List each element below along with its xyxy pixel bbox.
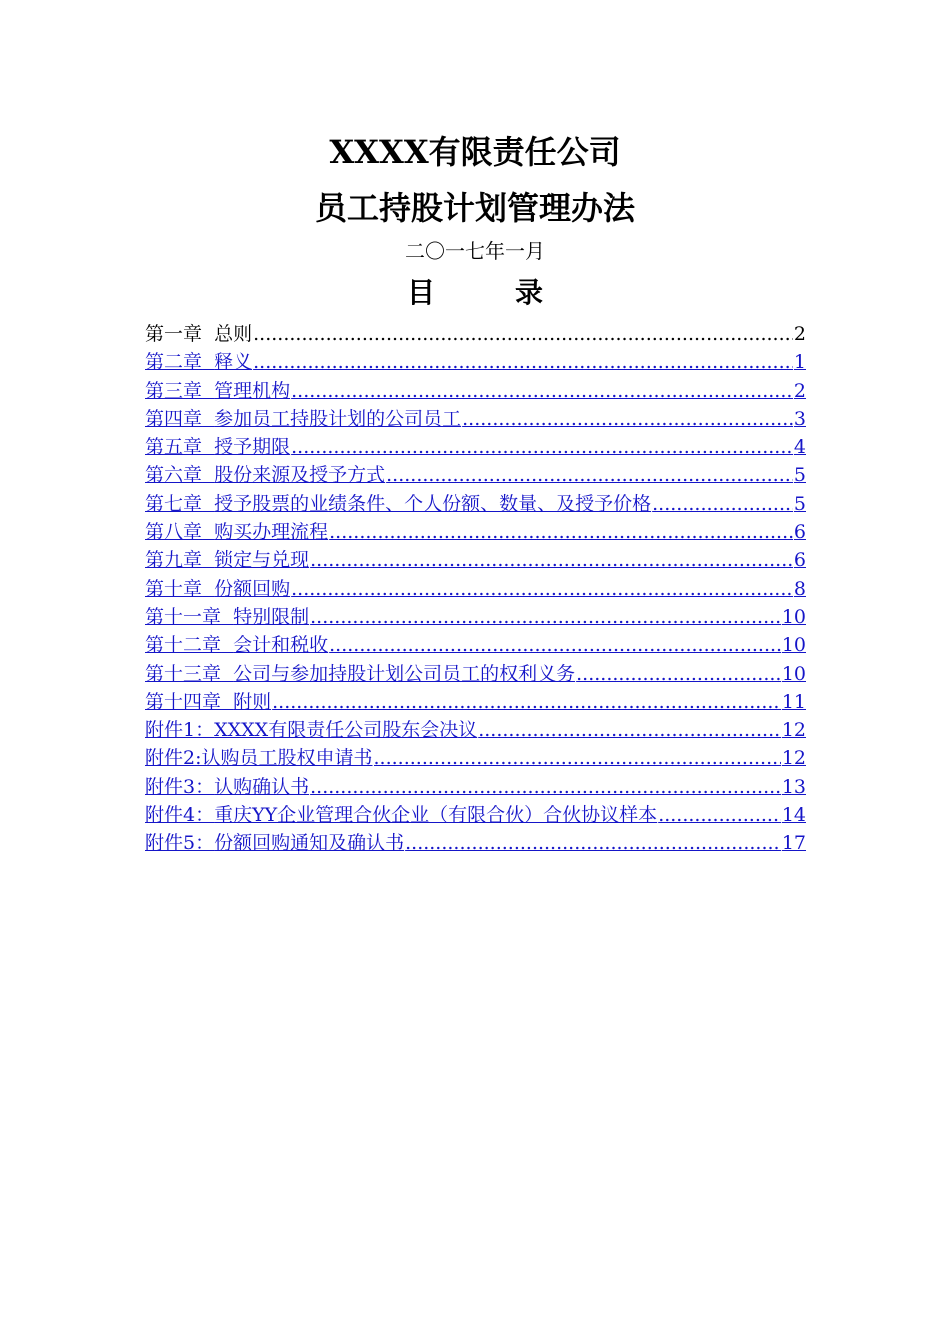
toc-dot-leader — [462, 405, 793, 433]
toc-entry-chapter: 第十章 — [145, 577, 203, 600]
toc-entry-label — [145, 348, 252, 376]
toc-entry-page-number: 2 — [793, 323, 806, 345]
toc-entry-label — [145, 575, 290, 603]
toc-entry-title: 总则 — [214, 323, 253, 345]
toc-dot-leader — [652, 490, 793, 518]
toc-entry-label — [145, 744, 373, 772]
toc-entry-chapter: 第五章 — [145, 436, 203, 459]
toc-entry-page-number: 10 — [781, 634, 806, 657]
toc-entry[interactable] — [145, 377, 806, 405]
toc-entry-title: 认购员工股权申请书 — [201, 747, 373, 770]
toc-dot-leader — [253, 348, 793, 376]
toc-entry-chapter: 第六章 — [145, 464, 203, 487]
toc-entry-title: 重庆YY企业管理合伙企业（有限合伙）合伙协议样本 — [214, 804, 658, 827]
toc-dot-leader — [405, 829, 781, 857]
toc-entry-page-number: 4 — [793, 436, 806, 459]
toc-entry-chapter: 第十三章 — [145, 662, 222, 685]
toc-entry-label — [145, 660, 575, 688]
toc-entry[interactable] — [145, 405, 806, 433]
toc-entry-label — [145, 716, 477, 744]
toc-dot-leader — [310, 546, 793, 574]
toc-entry-page-number: 5 — [793, 464, 806, 487]
toc-entry[interactable] — [145, 829, 806, 857]
toc-entry-title: 股份来源及授予方式 — [214, 464, 386, 487]
toc-dot-leader — [291, 377, 793, 405]
toc-heading-left: 目 — [406, 276, 435, 309]
toc-heading — [0, 275, 950, 311]
toc-dot-leader — [272, 688, 781, 716]
toc-entry-page-number: 17 — [781, 832, 806, 855]
toc-entry-page-number: 11 — [781, 690, 806, 713]
toc-entry-chapter: 第三章 — [145, 379, 203, 402]
toc-entry[interactable] — [145, 433, 806, 461]
toc-entry-chapter: 第七章 — [145, 492, 203, 515]
toc-entry[interactable] — [145, 348, 806, 376]
table-of-contents — [145, 320, 806, 858]
toc-entry-label — [145, 773, 309, 801]
toc-entry-page-number: 14 — [781, 804, 806, 827]
toc-entry-page-number: 3 — [793, 407, 806, 430]
toc-entry[interactable] — [145, 744, 806, 772]
toc-entry-title: 参加员工持股计划的公司员工 — [214, 407, 462, 430]
toc-entry-label — [145, 631, 328, 659]
toc-entry-title: 公司与参加持股计划公司员工的权利义务 — [233, 662, 576, 685]
toc-entry[interactable] — [145, 461, 806, 489]
toc-dot-leader — [291, 433, 793, 461]
toc-entry-page-number: 1 — [793, 351, 806, 374]
toc-entry-title: 授予期限 — [214, 436, 291, 459]
toc-entry-chapter: 附件2: — [145, 747, 202, 770]
document-date: 二〇一七年一月 — [405, 239, 545, 263]
toc-entry-title: 认购确认书 — [214, 775, 310, 798]
toc-dot-leader — [658, 801, 781, 829]
toc-entry[interactable] — [145, 660, 806, 688]
toc-entry-label — [145, 405, 461, 433]
toc-entry-title: 锁定与兑现 — [214, 549, 310, 572]
toc-entry-label — [145, 490, 651, 518]
toc-dot-leader — [253, 320, 793, 348]
toc-entry[interactable] — [145, 631, 806, 659]
toc-entry-title: 特别限制 — [233, 605, 310, 628]
toc-entry-chapter: 第二章 — [145, 351, 203, 374]
toc-entry-page-number: 6 — [793, 521, 806, 544]
toc-entry-page-number: 12 — [781, 747, 806, 770]
toc-entry-chapter: 第十二章 — [145, 634, 222, 657]
toc-entry-title: 授予股票的业绩条件、个人份额、数量、及授予价格 — [214, 492, 652, 515]
toc-entry-label — [145, 546, 309, 574]
toc-dot-leader — [310, 603, 781, 631]
toc-dot-leader — [386, 461, 793, 489]
toc-heading-right: 录 — [515, 276, 544, 309]
toc-entry-title: 会计和税收 — [233, 634, 329, 657]
toc-entry-label — [145, 688, 271, 716]
toc-entry[interactable] — [145, 773, 806, 801]
toc-entry-chapter: 附件5： — [145, 832, 215, 855]
toc-entry[interactable] — [145, 518, 806, 546]
toc-entry-label — [145, 603, 309, 631]
toc-entry-chapter: 附件4： — [145, 804, 215, 827]
toc-entry-label — [145, 518, 328, 546]
toc-entry-title: XXXX有限责任公司股东会决议 — [214, 719, 478, 742]
toc-entry-page-number: 2 — [793, 379, 806, 402]
toc-entry-label — [145, 801, 657, 829]
toc-dot-leader — [374, 744, 781, 772]
toc-dot-leader — [329, 518, 793, 546]
toc-entry-page-number: 12 — [781, 719, 806, 742]
toc-entry-chapter: 附件3： — [145, 775, 215, 798]
toc-entry-chapter: 第十四章 — [145, 690, 222, 713]
toc-entry[interactable] — [145, 575, 806, 603]
toc-entry-title: 管理机构 — [214, 379, 291, 402]
toc-entry — [145, 320, 806, 348]
toc-entry[interactable] — [145, 716, 806, 744]
toc-dot-leader — [576, 660, 781, 688]
document-title-company: XXXX有限责任公司 — [329, 133, 621, 171]
toc-entry-page-number: 13 — [781, 775, 806, 798]
toc-dot-leader — [329, 631, 781, 659]
toc-entry[interactable] — [145, 801, 806, 829]
toc-dot-leader — [478, 716, 781, 744]
toc-dot-leader — [291, 575, 793, 603]
toc-entry-chapter: 第一章 — [145, 323, 203, 345]
toc-entry-title: 份额回购通知及确认书 — [214, 832, 405, 855]
toc-entry-page-number: 6 — [793, 549, 806, 572]
toc-entry-page-number: 5 — [793, 492, 806, 515]
toc-entry-chapter: 附件1： — [145, 719, 215, 742]
toc-entry-page-number: 10 — [781, 605, 806, 628]
toc-entry[interactable] — [145, 603, 806, 631]
toc-entry-chapter: 第九章 — [145, 549, 203, 572]
toc-entry-title: 附则 — [233, 690, 272, 713]
toc-entry-page-number: 10 — [781, 662, 806, 685]
toc-entry-page-number: 8 — [793, 577, 806, 600]
toc-entry-chapter: 第十一章 — [145, 605, 222, 628]
toc-entry[interactable] — [145, 490, 806, 518]
toc-entry-label — [145, 461, 385, 489]
toc-entry-label — [145, 320, 252, 348]
toc-entry-title: 释义 — [214, 351, 253, 374]
toc-dot-leader — [310, 773, 781, 801]
toc-entry-title: 份额回购 — [214, 577, 291, 600]
toc-entry-label — [145, 377, 290, 405]
document-title-main: 员工持股计划管理办法 — [314, 189, 635, 227]
toc-entry-label — [145, 433, 290, 461]
toc-entry[interactable] — [145, 688, 806, 716]
toc-entry-title: 购买办理流程 — [214, 521, 329, 544]
toc-entry[interactable] — [145, 546, 806, 574]
toc-entry-chapter: 第八章 — [145, 521, 203, 544]
toc-entry-label — [145, 829, 404, 857]
toc-entry-chapter: 第四章 — [145, 407, 203, 430]
